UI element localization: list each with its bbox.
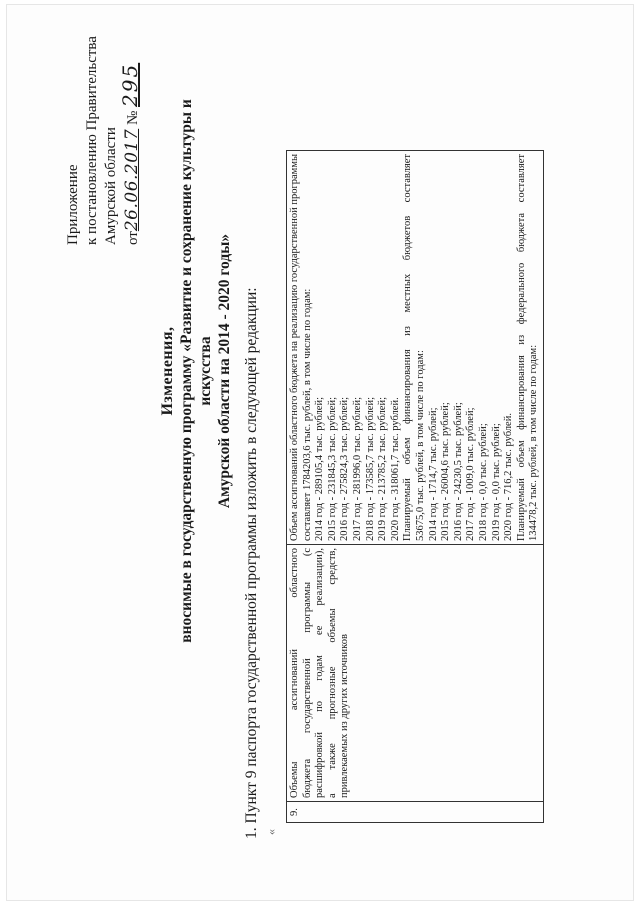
appendix-line2: к постановлению Правительства xyxy=(84,36,100,245)
label-line: Объемы ассигнований областного xyxy=(289,548,300,798)
appendix-date-line xyxy=(118,36,143,245)
row-label-cell xyxy=(287,545,544,802)
value-line: Объем ассигнований областного бюджета на реализацию государственной программы xyxy=(289,153,300,541)
handwritten-date: 26.06.2017 xyxy=(122,128,142,232)
value-line: 2019 год - 213785,2 тыс. рублей; xyxy=(377,396,389,541)
value-line: 2018 год - 0,0 тыс. рублей; xyxy=(477,423,489,541)
heading-line2: вносимые в государственную программу «Развитие и сохранение культуры и искусства xyxy=(178,99,214,643)
table-row xyxy=(287,150,544,822)
appendix-block xyxy=(64,36,143,245)
federal-budget-block xyxy=(516,154,541,541)
value-line: 2019 год - 0,0 тыс. рублей; xyxy=(490,423,502,541)
value-line: 2020 год - 318061,7 тыс. рублей. xyxy=(389,397,401,541)
heading-title: Изменения, xyxy=(159,326,176,416)
passport-table xyxy=(286,150,544,823)
row-number: 9. xyxy=(287,802,544,823)
value-line: 2015 год - 231845,3 тыс. рублей; xyxy=(326,396,338,541)
value-line: 2014 год - 289105,4 тыс. рублей; xyxy=(314,396,326,541)
value-line: 2014 год - 1714,7 тыс. рублей; xyxy=(427,407,439,541)
label-line: бюджета государственной программы (с xyxy=(301,548,313,798)
handwritten-number: 295 xyxy=(118,62,142,107)
label-line: расшифровкой по годам ее реализации), xyxy=(314,548,326,798)
value-line: 134478,2 тыс. рублей, в том числе по годам: xyxy=(528,344,540,541)
opening-quote: « xyxy=(264,829,278,835)
value-line: 2016 год - 24230,5 тыс. рублей; xyxy=(452,402,464,541)
appendix-line1: Приложение xyxy=(65,164,81,245)
value-line: Планируемый объем финансирования из местных бюджетов составляет xyxy=(402,153,414,541)
value-line: составляет 1784203,6 тыс. рублей, в том числе по годам: xyxy=(301,288,313,541)
document-heading xyxy=(158,91,234,651)
value-line: 2020 год - 716,2 тыс. рублей. xyxy=(503,413,515,541)
value-line: Планируемый объем финансирования из федерального бюджета составляет xyxy=(515,153,527,541)
value-line: 2018 год - 173585,7 тыс. рублей; xyxy=(364,396,376,541)
value-line: 2017 год - 1009,0 тыс. рублей; xyxy=(465,407,477,541)
heading-line3: Амурской области на 2014 - 2020 годы» xyxy=(216,233,233,509)
value-line: 2015 год - 26004,6 тыс. рублей; xyxy=(440,402,452,541)
date-prefix: от xyxy=(125,231,141,245)
regional-budget-block xyxy=(289,154,402,541)
number-prefix: № xyxy=(125,110,141,126)
value-line: 53675,0 тыс. рублей, в том числе по годам: xyxy=(414,350,426,541)
value-line: 2017 год - 281996,0 тыс. рублей; xyxy=(351,396,363,541)
label-line: а также прогнозные объемы средств, xyxy=(326,548,338,798)
row-value-cell xyxy=(287,150,544,544)
appendix-line3: Амурской области xyxy=(103,127,119,245)
label-line: привлекаемых из других источников xyxy=(339,634,351,798)
point-instruction: 1. Пункт 9 паспорта государственной программы изложить в следующей редакции: xyxy=(243,287,260,839)
value-line: 2016 год - 275824,3 тыс. рублей; xyxy=(339,396,351,541)
local-budget-block xyxy=(402,154,515,541)
